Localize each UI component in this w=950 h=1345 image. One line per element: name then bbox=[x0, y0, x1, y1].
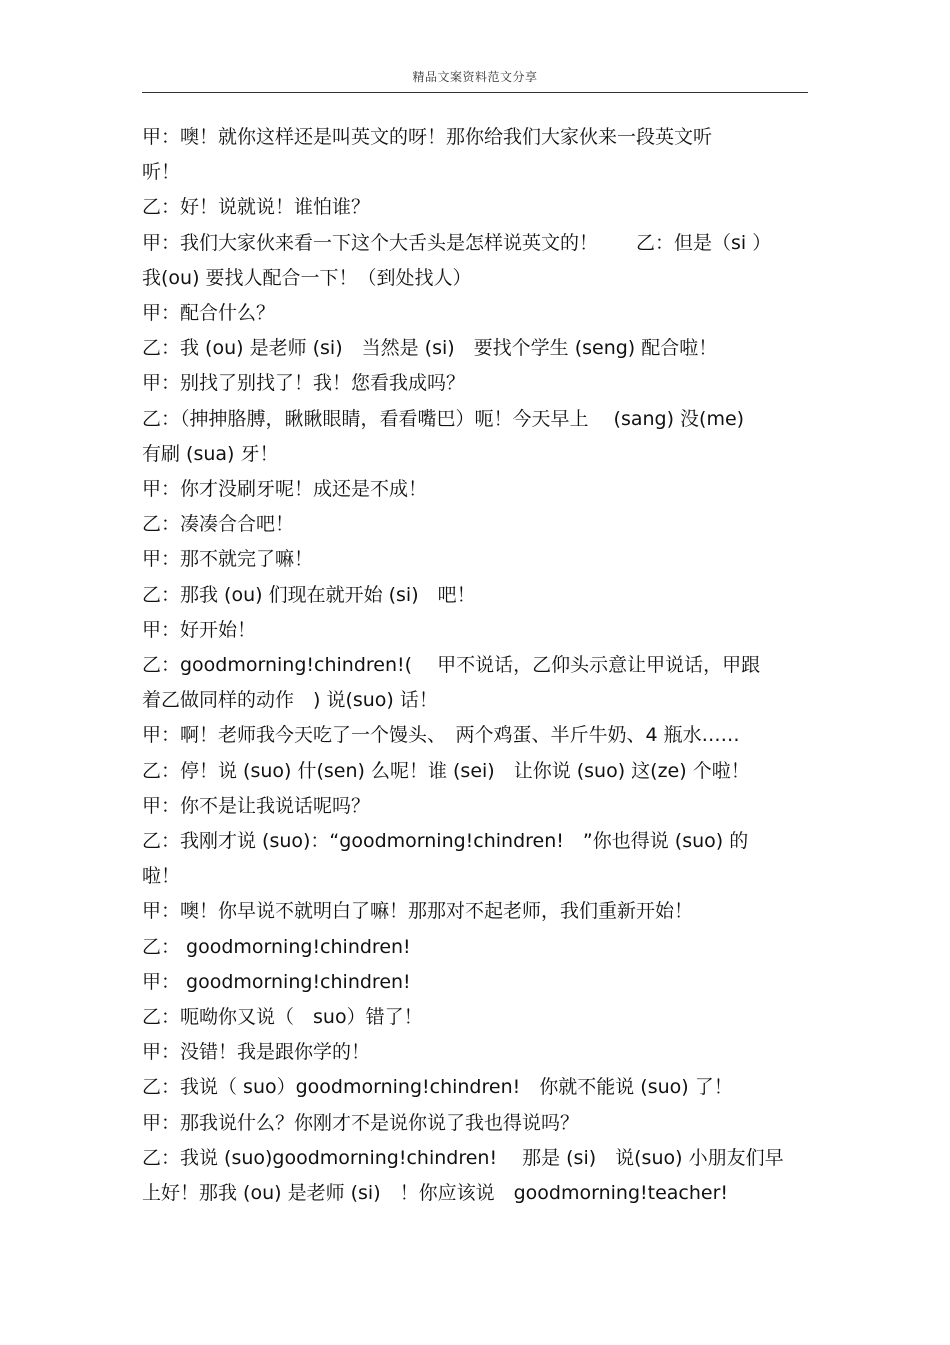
header-title: 精品文案资料范文分享 bbox=[412, 70, 538, 84]
text-line: 乙：我说 (suo)goodmorning!chindren! 那是 (si) 说(suo) 小朋友们早 bbox=[142, 1146, 784, 1169]
text-line: 甲：没错！我是跟你学的！ bbox=[142, 1041, 371, 1064]
text-line: 甲：噢！就你这样还是叫英文的呀！那你给我们大家伙来一段英文听 bbox=[142, 126, 713, 148]
text-line: 甲：配合什么？ bbox=[142, 302, 276, 325]
text-line: 乙：呃呦你又说（ suo）错了！ bbox=[142, 1006, 423, 1029]
text-line: 甲：噢！你早说不就明白了嘛！那那对不起老师，我们重新开始！ bbox=[142, 900, 694, 923]
text-line: 乙：凑凑合合吧！ bbox=[142, 513, 295, 536]
text-line: 我(ou) 要找人配合一下！（到处找人） bbox=[142, 266, 472, 289]
text-line: 乙： goodmorning!chindren! bbox=[142, 935, 411, 958]
text-line: 甲：别找了别找了！我！您看我成吗？ bbox=[142, 372, 466, 395]
text-line: 甲： goodmorning!chindren! bbox=[142, 970, 411, 993]
text-line: 听！ bbox=[142, 161, 181, 184]
text-line: 甲：那我说什么？你刚才不是说你说了我也得说吗？ bbox=[142, 1111, 580, 1134]
text-line: 乙：我刚才说 (suo)：“goodmorning!chindren! ”你也得说 (suo) 的 bbox=[142, 830, 749, 853]
text-line: 乙：我 (ou) 是老师 (si) 当然是 (si) 要找个学生 (seng) 配合啦！ bbox=[142, 337, 718, 360]
text-line: 甲：我们大家伙来看一下这个大舌头是怎样说英文的！ 乙：但是（si ） bbox=[142, 231, 772, 254]
text-line: 乙：好！说就说！谁怕谁？ bbox=[142, 196, 371, 219]
text-line: 甲：啊！老师我今天吃了一个馒头、 两个鸡蛋、半斤牛奶、4 瓶水…… bbox=[142, 724, 740, 747]
text-line: 甲：那不就完了嘛！ bbox=[142, 548, 314, 571]
text-line: 有刷 (sua) 牙！ bbox=[142, 442, 279, 465]
text-line: 乙：goodmorning!chindren!( 甲不说话，乙仰头示意让甲说话，甲跟 bbox=[142, 654, 761, 677]
page-header bbox=[142, 64, 808, 93]
text-line: 乙：那我 (ou) 们现在就开始 (si) 吧！ bbox=[142, 583, 476, 606]
text-line: 啦！ bbox=[142, 865, 181, 888]
text-line: 甲：你不是让我说话呢吗？ bbox=[142, 794, 371, 817]
text-line: 上好！那我 (ou) 是老师 (si) ！你应该说 goodmorning!teacher! bbox=[142, 1182, 729, 1205]
text-line: 乙：停！说 (suo) 什(sen) 么呢！谁 (sei) 让你说 (suo) 这(ze) 个啦！ bbox=[142, 759, 750, 782]
text-line: 乙：（抻抻胳膊，瞅瞅眼睛，看看嘴巴）呃！今天早上 (sang) 没(me) bbox=[142, 407, 745, 430]
text-line: 甲：好开始！ bbox=[142, 618, 257, 641]
dialogue-text bbox=[142, 120, 804, 1211]
text-line: 乙：我说（ suo）goodmorning!chindren! 你就不能说 (suo) 了！ bbox=[142, 1076, 733, 1099]
text-line: 甲：你才没刷牙呢！成还是不成！ bbox=[142, 478, 428, 501]
text-line: 着乙做同样的动作 ) 说(suo) 话！ bbox=[142, 689, 438, 712]
